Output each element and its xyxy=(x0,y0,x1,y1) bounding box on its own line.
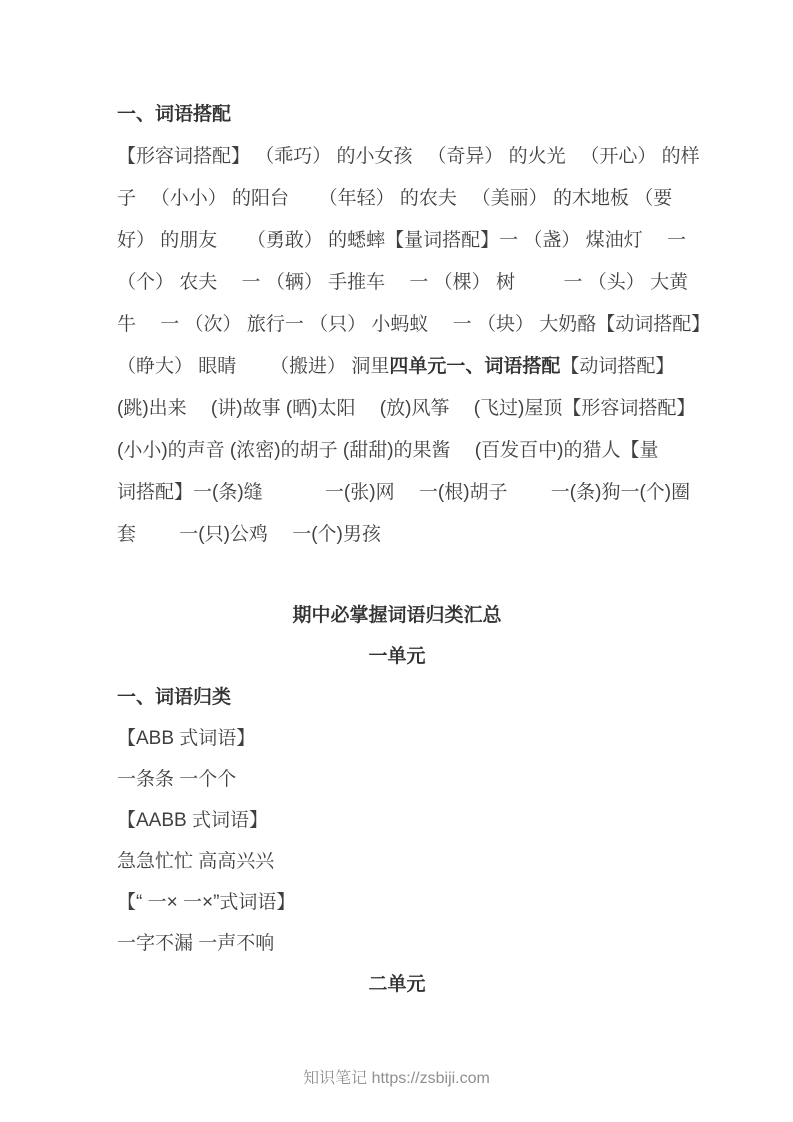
list-item: 【ABB 式词语】 xyxy=(117,728,256,749)
paragraph-line: 牛 一 （次） 旅行一 （只） 小蚂蚁 一 （块） 大奶酪【动词搭配】 xyxy=(117,314,711,335)
document-body xyxy=(117,94,711,1005)
mixed-line-pre: （睁大） 眼睛 （搬进） 洞里 xyxy=(117,356,390,377)
unit1-heading: 一单元 xyxy=(368,646,426,667)
paragraph-line: 词搭配】一(条)缝 一(张)网 一(根)胡子 一(条)狗一(个)圈 xyxy=(117,482,691,503)
word-classification-subheading: 一、词语归类 xyxy=(117,687,232,708)
paragraph-line: 子 （小小） 的阳台 （年轻） 的农夫 （美丽） 的木地板 （要 xyxy=(117,188,673,209)
paragraph-line: 套 一(只)公鸡 一(个)男孩 xyxy=(117,524,381,545)
mixed-line-post: 【动词搭配】 xyxy=(560,356,675,377)
paragraph-line: (小小)的声音 (浓密)的胡子 (甜甜)的果酱 (百发百中)的猎人【量 xyxy=(117,440,659,461)
summary-title: 期中必掌握词语归类汇总 xyxy=(292,605,502,626)
footer-watermark: 知识笔记 https://zsbiji.com xyxy=(303,1070,490,1087)
mixed-line-bold-heading: 四单元一、词语搭配 xyxy=(389,356,561,377)
list-item: 【AABB 式词语】 xyxy=(117,810,268,831)
paragraph-line: 好） 的朋友 （勇敢） 的蟋蟀【量词搭配】一 （盏） 煤油灯 一 xyxy=(117,230,686,251)
list-item: 急急忙忙 高高兴兴 xyxy=(117,851,275,872)
list-item: 一条条 一个个 xyxy=(117,769,237,790)
summary-section xyxy=(117,595,677,1005)
paragraph-line-mixed xyxy=(117,346,677,388)
list-item: 一字不漏 一声不响 xyxy=(117,933,275,954)
list-item: 【“ 一× 一×”式词语】 xyxy=(117,892,296,913)
section-heading-word-match: 一、词语搭配 xyxy=(117,104,232,125)
paragraph-line: （个） 农夫 一 （辆） 手推车 一 （棵） 树 一 （头） 大黄 xyxy=(117,272,689,293)
paragraph-line: (跳)出来 (讲)故事 (晒)太阳 (放)风筝 (飞过)屋顶【形容词搭配】 xyxy=(117,398,696,419)
unit2-heading: 二单元 xyxy=(368,974,426,995)
paragraph-line: 【形容词搭配】 （乖巧） 的小女孩 （奇异） 的火光 （开心） 的样 xyxy=(117,146,700,167)
